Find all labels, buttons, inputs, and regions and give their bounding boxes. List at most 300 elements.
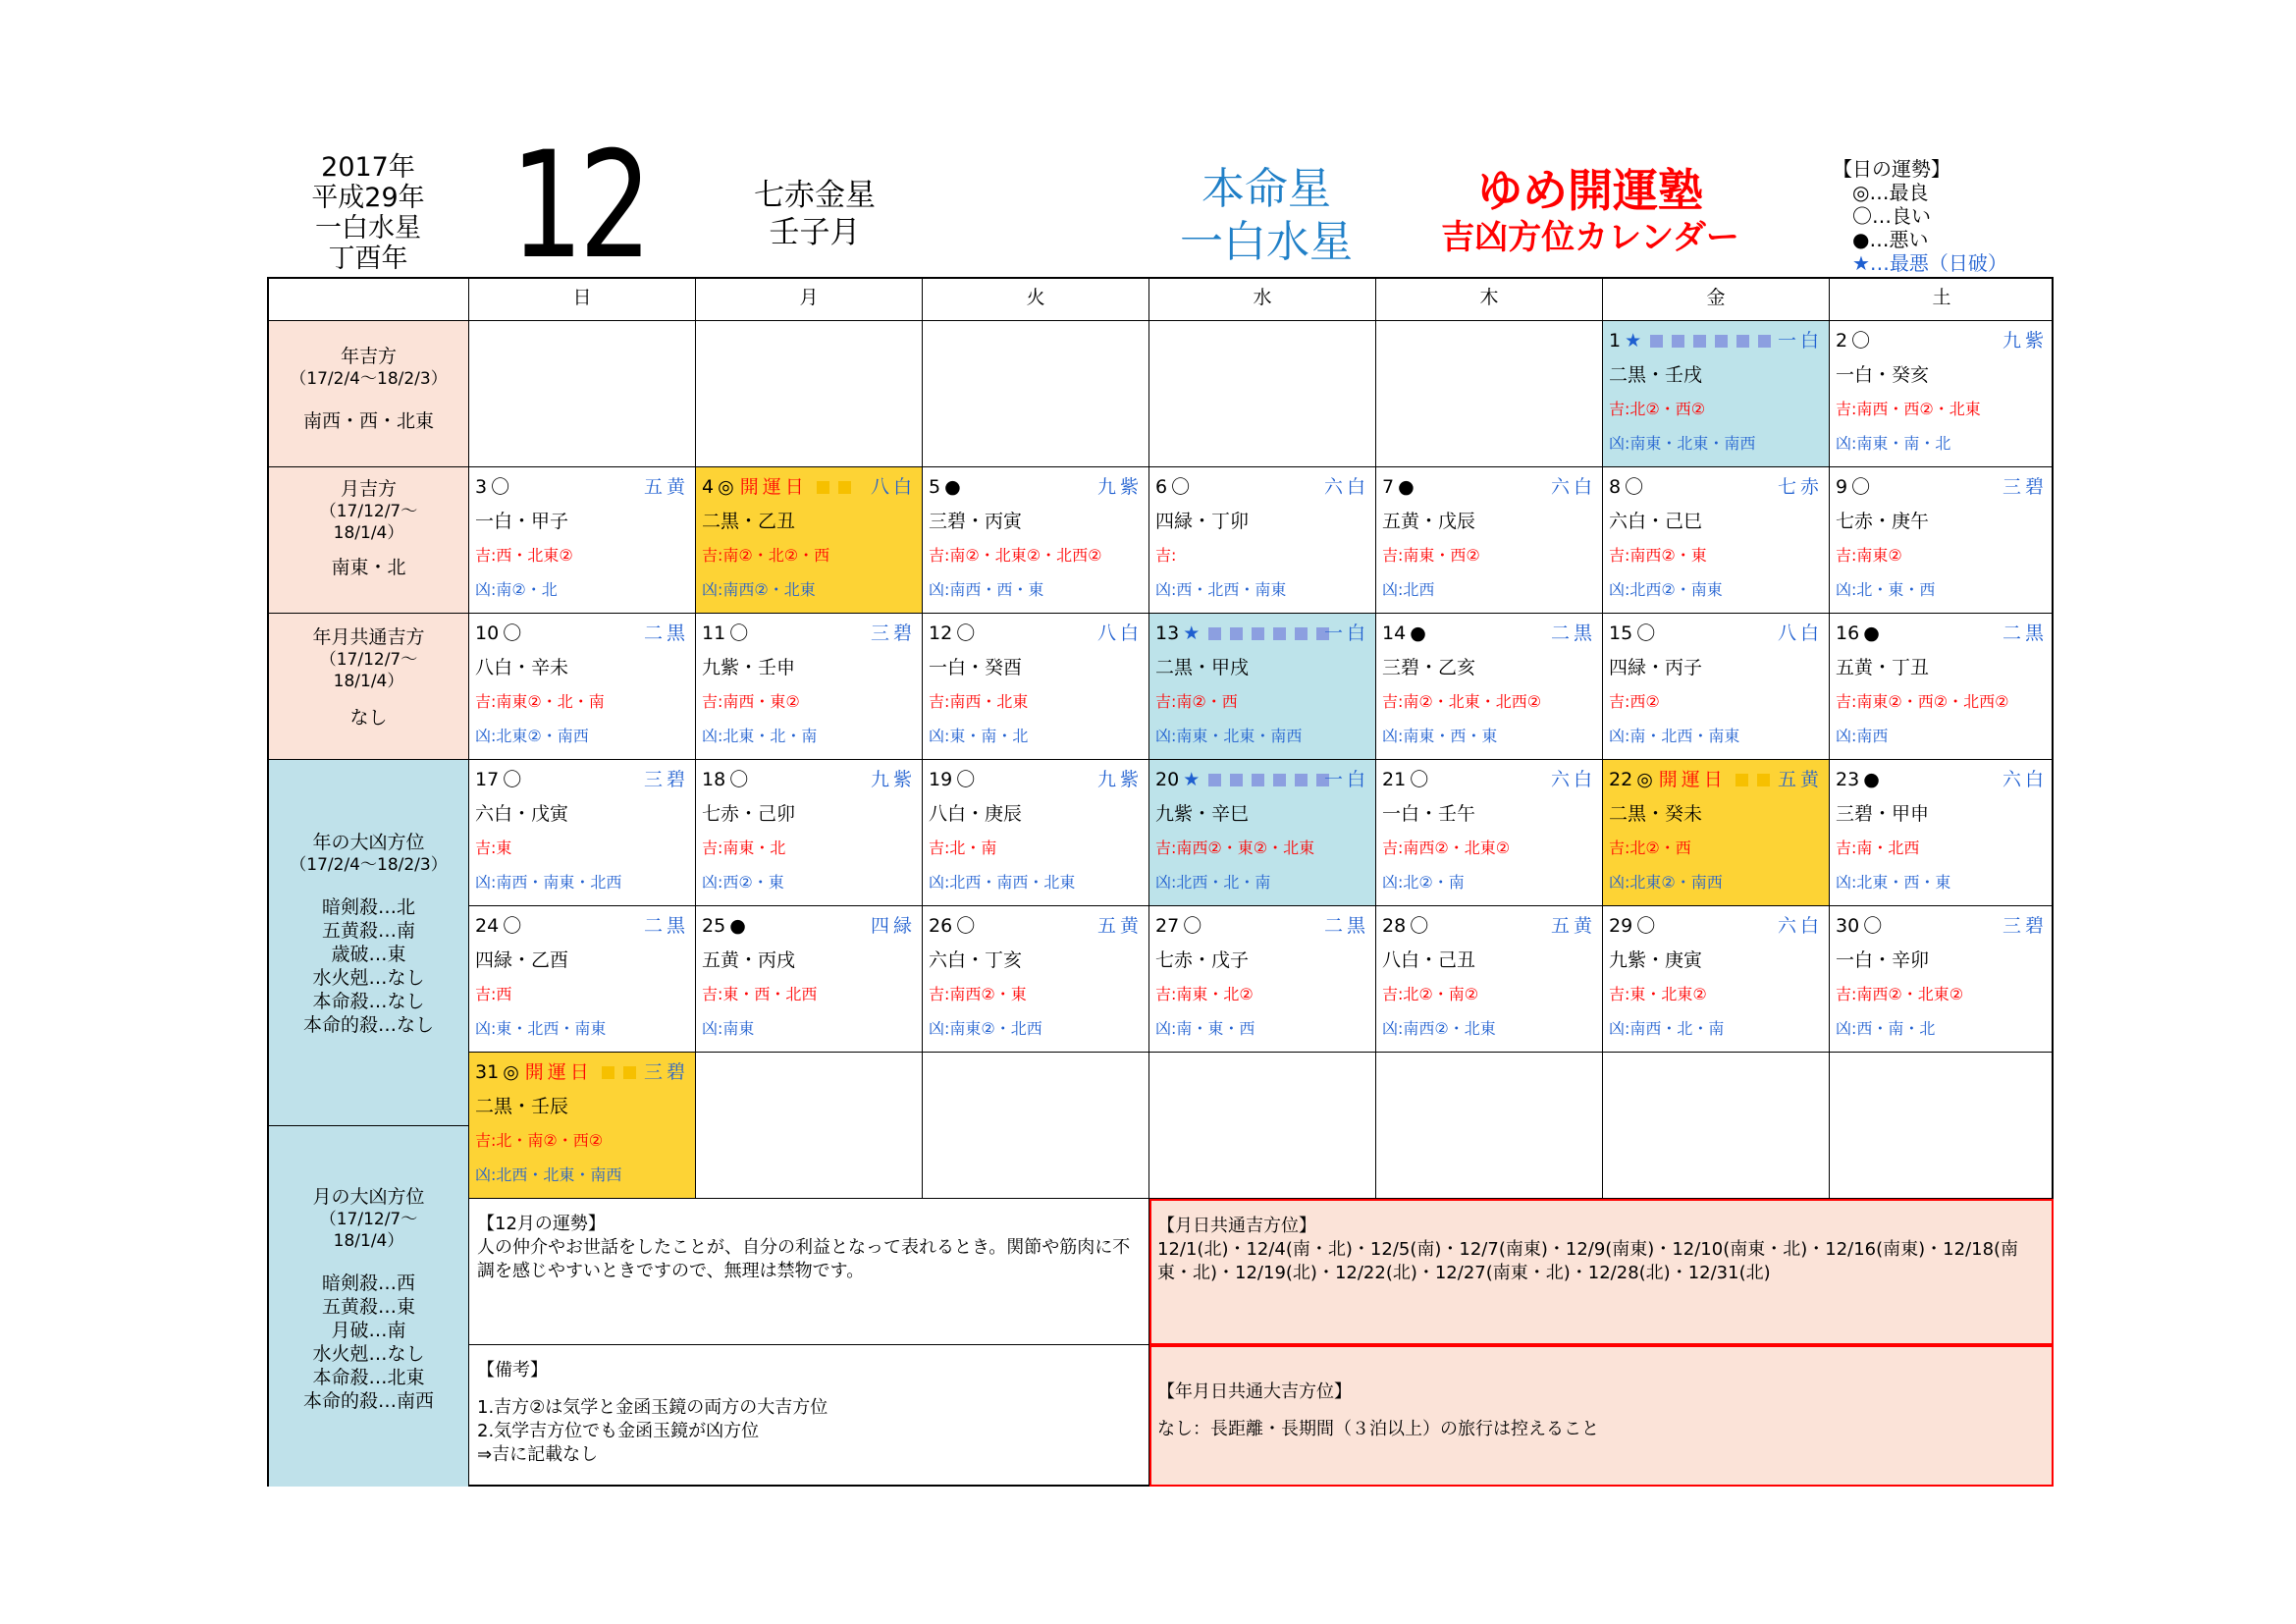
kaiun-label: 開運日 — [524, 1061, 593, 1083]
nine-star: 二黒 — [2002, 623, 2048, 644]
empty-day-cell — [469, 321, 696, 467]
monthly-fortune-box — [469, 1199, 1149, 1345]
day-header-line — [929, 912, 1143, 940]
month-day-common-box — [1149, 1199, 2054, 1345]
day-star-eto: 七赤・己卯 — [702, 803, 796, 825]
day-star-eto: 五黄・丁丑 — [1836, 657, 1930, 678]
bad-directions: 凶:北西 — [1382, 580, 1435, 599]
side-value: 南西・西・北東 — [302, 410, 434, 432]
side-title: 年の大凶方位 — [312, 832, 425, 853]
day-header-line — [702, 620, 916, 647]
day-cell — [1376, 614, 1603, 760]
day-fortune-mark: 〇 — [956, 769, 976, 790]
legend-title: 【日の運勢】 — [1833, 157, 1950, 181]
day-fortune-mark: ● — [1410, 623, 1426, 644]
day-header-line — [475, 766, 689, 793]
lucky-directions: 吉:南東・西② — [1382, 546, 1480, 565]
blue-square — [1715, 335, 1728, 348]
day-fortune-mark: 〇 — [1171, 476, 1191, 498]
side-value: なし — [349, 707, 388, 729]
year-line: 一白水星 — [315, 213, 421, 244]
month-lucky-direction — [269, 467, 469, 614]
day-header-line — [929, 766, 1143, 793]
day-number: 20 — [1155, 769, 1180, 790]
day-star-eto: 九紫・辛巳 — [1155, 803, 1250, 825]
day-number: 1 — [1609, 330, 1622, 352]
legend-item: ●…悪い — [1852, 228, 1929, 251]
brand-title — [1414, 163, 1767, 257]
brand-name: ゆめ開運塾 — [1477, 164, 1703, 217]
nine-star: 八白 — [1777, 623, 1823, 644]
day-star-eto: 二黒・壬辰 — [475, 1096, 569, 1117]
side-item: 本命殺…北東 — [312, 1367, 425, 1388]
lucky-directions: 吉:南東② — [1836, 546, 1902, 565]
nine-star: 六白 — [2002, 769, 2048, 790]
empty-day-cell — [1376, 1053, 1603, 1199]
day-star-eto: 一白・癸酉 — [929, 657, 1023, 678]
day-fortune-mark: 〇 — [1183, 915, 1202, 937]
day-header-line — [475, 473, 689, 501]
bad-directions: 凶:西・北西・南東 — [1155, 580, 1287, 599]
lucky-directions: 吉:南・北西 — [1836, 839, 1920, 857]
honmei-line: 本命星 — [1201, 164, 1331, 214]
lucky-directions: 吉:東・北東② — [1609, 985, 1707, 1003]
day-fortune-mark: 〇 — [1851, 476, 1871, 498]
day-cell — [1830, 614, 2054, 760]
day-header-line — [1836, 766, 2048, 793]
day-header-line — [702, 912, 916, 940]
legend-item: ◎…最良 — [1852, 181, 1929, 204]
nine-star: 九紫 — [1096, 769, 1143, 790]
bad-directions: 凶:南西・南東・北西 — [475, 873, 622, 892]
day-number: 2 — [1836, 330, 1848, 352]
weekday-header: 日 — [469, 279, 696, 321]
day-header-line — [1155, 912, 1369, 940]
legend-item: 〇…良い — [1852, 204, 1931, 228]
day-star-eto: 一白・壬午 — [1382, 803, 1476, 825]
day-cell — [696, 614, 923, 760]
day-number: 16 — [1836, 623, 1860, 644]
day-number: 12 — [929, 623, 953, 644]
nine-star: 三碧 — [2002, 476, 2048, 498]
day-star-eto: 三碧・甲申 — [1836, 803, 1930, 825]
bad-directions: 凶:北東②・南西 — [475, 727, 589, 745]
lucky-directions: 吉:南東②・北・南 — [475, 692, 605, 711]
empty-day-cell — [1830, 1053, 2054, 1199]
day-cell — [923, 614, 1149, 760]
weekday-header: 月 — [696, 279, 923, 321]
calendar-grid — [267, 277, 2054, 1487]
nine-star: 八白 — [870, 476, 916, 498]
lucky-directions: 吉:南西・東② — [702, 692, 800, 711]
lucky-directions: 吉:北②・南② — [1382, 985, 1479, 1003]
day-number: 6 — [1155, 476, 1168, 498]
day-cell — [469, 760, 696, 906]
monthly-fortune-title: 【12月の運勢】 — [477, 1214, 606, 1234]
day-star-eto: 一白・辛卯 — [1836, 949, 1930, 971]
nine-star: 九紫 — [870, 769, 916, 790]
day-number: 9 — [1836, 476, 1848, 498]
blue-square — [1295, 774, 1308, 786]
legend-item: ★…最悪（日破） — [1852, 251, 2007, 275]
day-number: 29 — [1609, 915, 1633, 937]
day-fortune-mark: ● — [729, 915, 746, 937]
nine-star: 三碧 — [643, 769, 689, 790]
day-cell — [696, 467, 923, 614]
nine-star: 五黄 — [643, 476, 689, 498]
side-item: 月破…南 — [331, 1320, 406, 1341]
month-day-common-text: 12/1(北)・12/4(南・北)・12/5(南)・12/7(南東)・12/9(南東)・12/10(南東・北)・12/16(南東)・12/18(南東・北)・12/19(北)・12/22(北)・12/27(南東・北)・12/28(北)・12/31(北) — [1157, 1239, 2019, 1283]
nine-star: 五黄 — [1550, 915, 1596, 937]
day-header-line — [1609, 327, 1823, 354]
day-star-eto: 一白・甲子 — [475, 511, 569, 532]
year-line: 2017年 — [321, 152, 415, 183]
side-item: 歳破…東 — [331, 944, 406, 965]
day-star-eto: 八白・辛未 — [475, 657, 569, 678]
day-header-line — [475, 620, 689, 647]
nine-star: 二黒 — [1550, 623, 1596, 644]
month-bad-direction — [269, 1126, 469, 1487]
day-fortune-mark: 〇 — [956, 915, 976, 937]
weekday-header: 金 — [1603, 279, 1830, 321]
day-star-eto: 四緑・乙酉 — [475, 949, 569, 971]
year-info — [294, 152, 442, 274]
bad-directions: 凶:南・東・西 — [1155, 1019, 1255, 1038]
day-star-eto: 三碧・乙亥 — [1382, 657, 1476, 678]
side-title: 月吉方 — [340, 478, 397, 500]
day-star-eto: 二黒・甲戌 — [1155, 657, 1250, 678]
day-fortune-mark: 〇 — [956, 623, 976, 644]
bad-directions: 凶:北東②・南西 — [1609, 873, 1723, 892]
day-header-line — [1382, 620, 1596, 647]
day-header-line — [1609, 912, 1823, 940]
month-star — [731, 177, 898, 251]
nine-star: 五黄 — [1777, 769, 1823, 790]
great-lucky-title: 【年月日共通大吉方位】 — [1157, 1381, 1352, 1402]
nine-star: 五黄 — [1096, 915, 1143, 937]
bad-directions: 凶:北西・南西・北東 — [929, 873, 1076, 892]
day-star-eto: 八白・己丑 — [1382, 949, 1476, 971]
day-fortune-mark: ● — [1863, 769, 1880, 790]
lucky-directions: 吉:南西②・北東② — [1382, 839, 1511, 857]
honmei-star — [1139, 163, 1394, 269]
empty-day-cell — [1149, 321, 1376, 467]
nine-star: 一白 — [1323, 769, 1369, 790]
bad-directions: 凶:東・北西・南東 — [475, 1019, 607, 1038]
nine-star: 六白 — [1550, 769, 1596, 790]
nine-star: 七赤 — [1777, 476, 1823, 498]
lucky-directions: 吉:北・南②・西② — [475, 1131, 604, 1150]
blue-square — [1693, 335, 1706, 348]
bad-directions: 凶:南②・北 — [475, 580, 558, 599]
bad-directions: 凶:東・南・北 — [929, 727, 1029, 745]
side-title: 月の大凶方位 — [312, 1186, 425, 1208]
bad-directions: 凶:北東・西・東 — [1836, 873, 1951, 892]
day-fortune-mark: 〇 — [1625, 476, 1644, 498]
blue-square — [1273, 774, 1286, 786]
lucky-directions: 吉:南②・北東②・北西② — [929, 546, 1102, 565]
bad-directions: 凶:南・北西・南東 — [1609, 727, 1740, 745]
day-star-eto: 一白・癸亥 — [1836, 364, 1930, 386]
lucky-directions: 吉:西② — [1609, 692, 1660, 711]
lucky-directions: 吉:南西②・東②・北東 — [1155, 839, 1315, 857]
day-fortune-mark: 〇 — [729, 769, 749, 790]
bad-directions: 凶:南西 — [1836, 727, 1889, 745]
day-star-eto: 七赤・庚午 — [1836, 511, 1930, 532]
common-lucky-direction — [269, 614, 469, 760]
bad-directions: 凶:南西・北・南 — [1609, 1019, 1725, 1038]
lucky-directions: 吉:西・北東② — [475, 546, 573, 565]
side-item: 本命的殺…なし — [302, 1014, 434, 1036]
side-item: 水火剋…なし — [312, 967, 425, 989]
bad-directions: 凶:南東②・北西 — [929, 1019, 1042, 1038]
remarks-line: 2.気学吉方位でも金函玉鏡が凶方位 — [477, 1421, 760, 1441]
day-header-line — [1155, 473, 1369, 501]
lucky-directions: 吉:南西②・東 — [1609, 546, 1707, 565]
day-header-line — [929, 620, 1143, 647]
day-fortune-mark: 〇 — [503, 623, 522, 644]
blue-square — [1736, 335, 1749, 348]
day-cell — [1603, 467, 1830, 614]
day-number: 21 — [1382, 769, 1407, 790]
bad-directions: 凶:北西・北東・南西 — [475, 1165, 622, 1184]
day-header-line — [1609, 620, 1823, 647]
gold-square — [623, 1066, 636, 1079]
nine-star: 八白 — [1096, 623, 1143, 644]
side-title: 年吉方 — [340, 346, 397, 367]
side-period: （17/12/7～ — [319, 502, 418, 521]
side-title: 年月共通吉方 — [312, 626, 425, 648]
bad-directions: 凶:南西②・北東 — [702, 580, 816, 599]
nine-star: 九紫 — [1096, 476, 1143, 498]
day-number: 15 — [1609, 623, 1633, 644]
side-period: 18/1/4） — [333, 1231, 404, 1251]
day-star-eto: 二黒・壬戌 — [1609, 364, 1703, 386]
side-item: 本命的殺…南西 — [302, 1390, 434, 1412]
day-cell — [923, 906, 1149, 1053]
side-period: （17/12/7～ — [319, 1210, 418, 1229]
bad-directions: 凶:北西・北・南 — [1155, 873, 1271, 892]
day-star-eto: 四緑・丁卯 — [1155, 511, 1250, 532]
year-line: 平成29年 — [311, 183, 425, 213]
day-header-line — [1382, 473, 1596, 501]
day-fortune-mark: ★ — [1183, 769, 1201, 790]
lucky-directions: 吉:南西・西②・北東 — [1836, 400, 1981, 418]
day-star-eto: 五黄・丙戌 — [702, 949, 796, 971]
remarks-line: 1.吉方②は気学と金函玉鏡の両方の大吉方位 — [477, 1397, 828, 1418]
day-number: 3 — [475, 476, 488, 498]
day-fortune-mark: 〇 — [1851, 330, 1871, 352]
month-star-line: 七赤金星 — [754, 178, 876, 213]
nine-star: 九紫 — [2002, 330, 2048, 352]
side-item: 本命殺…なし — [312, 991, 425, 1012]
blue-square — [1672, 335, 1684, 348]
nine-star: 六白 — [1550, 476, 1596, 498]
day-cell — [469, 467, 696, 614]
month-day-common-title: 【月日共通吉方位】 — [1157, 1216, 1316, 1236]
day-number: 26 — [929, 915, 953, 937]
great-lucky-box — [1149, 1345, 2054, 1487]
day-fortune-mark: 〇 — [1636, 915, 1656, 937]
day-fortune-mark: ● — [1398, 476, 1415, 498]
gold-square — [602, 1066, 614, 1079]
lucky-directions: 吉: — [1155, 546, 1177, 565]
nine-star: 三碧 — [870, 623, 916, 644]
bad-directions: 凶:南東・北東・南西 — [1155, 727, 1303, 745]
day-fortune-mark: 〇 — [1410, 915, 1429, 937]
day-star-eto: 六白・己巳 — [1609, 511, 1703, 532]
bad-directions: 凶:北②・南 — [1382, 873, 1465, 892]
year-lucky-direction — [269, 321, 469, 467]
day-cell — [1830, 906, 2054, 1053]
bad-directions: 凶:北東・北・南 — [702, 727, 818, 745]
empty-day-cell — [923, 1053, 1149, 1199]
day-cell — [1149, 614, 1376, 760]
day-cell — [696, 906, 923, 1053]
lucky-directions: 吉:南東・北② — [1155, 985, 1254, 1003]
day-number: 18 — [702, 769, 726, 790]
day-number: 30 — [1836, 915, 1860, 937]
day-fortune-mark: 〇 — [503, 769, 522, 790]
nine-star: 六白 — [1323, 476, 1369, 498]
day-star-eto: 八白・庚辰 — [929, 803, 1023, 825]
gold-square — [838, 481, 851, 494]
day-fortune-mark: 〇 — [1863, 915, 1883, 937]
lucky-directions: 吉:南東②・西②・北西② — [1836, 692, 2009, 711]
lucky-directions: 吉:西 — [475, 985, 512, 1003]
day-cell — [1603, 321, 1830, 467]
day-fortune-mark: ★ — [1183, 623, 1201, 644]
day-cell — [1376, 467, 1603, 614]
honmei-line: 一白水星 — [1180, 217, 1353, 267]
day-cell — [469, 1053, 696, 1199]
bad-directions: 凶:南東・西・東 — [1382, 727, 1498, 745]
day-header-line — [702, 766, 916, 793]
side-period: （17/2/4～18/2/3） — [290, 369, 448, 389]
blue-square — [1230, 774, 1243, 786]
nine-star: 一白 — [1323, 623, 1369, 644]
side-period: （17/12/7～ — [319, 650, 418, 670]
side-period: 18/1/4） — [333, 523, 404, 543]
side-item: 五黄殺…東 — [321, 1296, 415, 1318]
blue-square — [1758, 335, 1771, 348]
day-header-line — [475, 1058, 689, 1086]
day-number: 19 — [929, 769, 953, 790]
kaiun-label: 開運日 — [1658, 769, 1727, 790]
day-fortune-mark: 〇 — [503, 915, 522, 937]
day-header-line — [1836, 912, 2048, 940]
remarks-line: ⇒吉に記載なし — [477, 1444, 599, 1465]
day-number: 25 — [702, 915, 726, 937]
day-fortune-mark: ● — [944, 476, 961, 498]
nine-star: 三碧 — [643, 1061, 689, 1083]
lucky-directions: 吉:南②・北②・西 — [702, 546, 830, 565]
bad-directions: 凶:南東・北東・南西 — [1609, 434, 1756, 453]
empty-day-cell — [1149, 1053, 1376, 1199]
day-cell — [1830, 321, 2054, 467]
day-cell — [1149, 760, 1376, 906]
day-star-eto: 七赤・戊子 — [1155, 949, 1250, 971]
year-line: 丁酉年 — [328, 244, 408, 274]
day-fortune-mark: ◎ — [503, 1061, 519, 1083]
day-number: 31 — [475, 1061, 500, 1083]
side-item: 暗剣殺…北 — [321, 896, 415, 918]
day-fortune-mark: 〇 — [729, 623, 749, 644]
day-fortune-mark: 〇 — [1636, 623, 1656, 644]
nine-star: 二黒 — [643, 915, 689, 937]
day-cell — [923, 467, 1149, 614]
day-cell — [1149, 467, 1376, 614]
day-fortune-mark: ● — [1863, 623, 1880, 644]
day-cell — [1376, 906, 1603, 1053]
day-cell — [1603, 906, 1830, 1053]
day-header-line — [1836, 327, 2048, 354]
day-cell — [469, 614, 696, 760]
gold-square — [1735, 774, 1748, 786]
blue-square — [1650, 335, 1663, 348]
day-header-line — [1155, 766, 1369, 793]
side-item: 水火剋…なし — [312, 1343, 425, 1365]
lucky-directions: 吉:東・西・北西 — [702, 985, 818, 1003]
corner-cell — [269, 279, 469, 321]
day-star-eto: 六白・戊寅 — [475, 803, 569, 825]
side-period: （17/2/4～18/2/3） — [290, 855, 448, 875]
nine-star: 三碧 — [2002, 915, 2048, 937]
day-header-line — [1836, 473, 2048, 501]
empty-day-cell — [696, 321, 923, 467]
day-fortune-mark: ◎ — [1636, 769, 1653, 790]
day-header-line — [1609, 473, 1823, 501]
bad-directions: 凶:北西②・南東 — [1609, 580, 1723, 599]
day-fortune-mark: 〇 — [491, 476, 510, 498]
blue-square — [1208, 627, 1221, 640]
lucky-directions: 吉:南西②・北東② — [1836, 985, 1964, 1003]
lucky-directions: 吉:東 — [475, 839, 512, 857]
day-fortune-mark: ◎ — [718, 476, 734, 498]
day-cell — [923, 760, 1149, 906]
month-star-line: 壬子月 — [769, 215, 861, 250]
day-number: 28 — [1382, 915, 1407, 937]
fortune-legend — [1833, 157, 2007, 275]
kaiun-label: 開運日 — [739, 476, 808, 498]
day-number: 17 — [475, 769, 500, 790]
lucky-directions: 吉:南②・北東・北西② — [1382, 692, 1542, 711]
day-header-line — [1609, 766, 1823, 793]
day-header-line — [475, 912, 689, 940]
day-header-line — [1836, 620, 2048, 647]
weekday-header: 土 — [1830, 279, 2054, 321]
day-number: 23 — [1836, 769, 1860, 790]
lucky-directions: 吉:北②・西② — [1609, 400, 1706, 418]
day-star-eto: 六白・丁亥 — [929, 949, 1023, 971]
gold-square — [817, 481, 829, 494]
day-number: 11 — [702, 623, 726, 644]
day-cell — [1149, 906, 1376, 1053]
day-number: 8 — [1609, 476, 1622, 498]
day-star-eto: 二黒・乙丑 — [702, 511, 796, 532]
empty-day-cell — [696, 1053, 923, 1199]
day-star-eto: 五黄・戊辰 — [1382, 511, 1476, 532]
day-number: 4 — [702, 476, 715, 498]
side-item: 暗剣殺…西 — [321, 1272, 415, 1294]
day-cell — [1603, 760, 1830, 906]
day-cell — [1376, 760, 1603, 906]
day-cell — [1603, 614, 1830, 760]
day-number: 27 — [1155, 915, 1180, 937]
lucky-directions: 吉:南東・北 — [702, 839, 786, 857]
lucky-directions: 吉:南西・北東 — [929, 692, 1029, 711]
day-header-line — [1155, 620, 1369, 647]
